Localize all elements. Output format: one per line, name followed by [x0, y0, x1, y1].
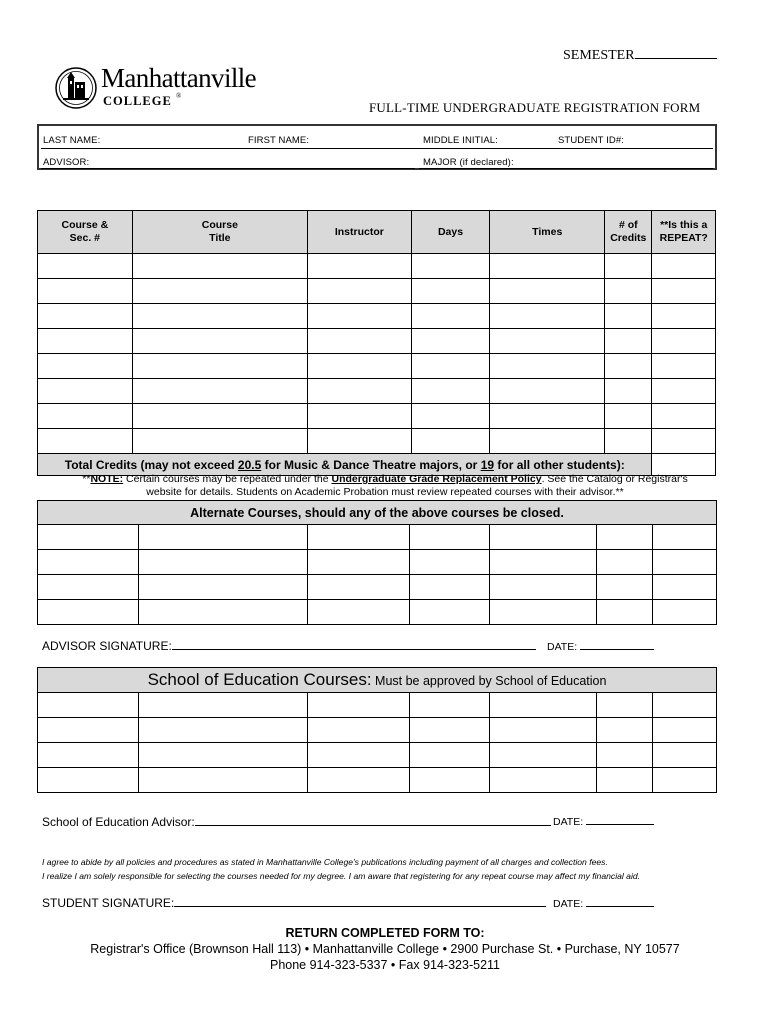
total-credits-label: Total Credits (may not exceed 20.5 for Music & Dance Theatre majors, or 19 for all other students):	[38, 454, 652, 476]
days-cell[interactable]	[410, 768, 490, 793]
table-row	[38, 600, 717, 625]
course-cell[interactable]	[38, 329, 133, 354]
education-advisor-label: School of Education Advisor:	[42, 815, 195, 829]
course-cell[interactable]	[38, 254, 133, 279]
course-cell[interactable]	[38, 304, 133, 329]
student-signature-line	[42, 895, 546, 910]
times-cell[interactable]	[490, 304, 605, 329]
times-cell[interactable]	[490, 550, 597, 575]
student-info-box	[37, 124, 717, 170]
credits-cell[interactable]	[597, 575, 653, 600]
title-cell[interactable]	[132, 304, 307, 329]
courses-header-row	[38, 211, 716, 254]
repeat-cell[interactable]	[653, 693, 717, 718]
major-rule	[419, 168, 713, 169]
last-name-label: LAST NAME:	[43, 135, 101, 146]
credits-cell[interactable]	[605, 429, 652, 454]
repeat-cell[interactable]	[652, 429, 716, 454]
title-cell[interactable]	[132, 254, 307, 279]
return-instructions	[0, 925, 770, 973]
instructor-cell[interactable]	[308, 575, 410, 600]
times-cell[interactable]	[490, 743, 597, 768]
times-cell[interactable]	[490, 525, 597, 550]
registered-mark: ®	[176, 92, 182, 100]
student-date-label: DATE:	[553, 898, 584, 910]
times-cell[interactable]	[490, 768, 597, 793]
education-title	[38, 668, 717, 693]
advisor-label: ADVISOR:	[43, 157, 90, 168]
days-cell[interactable]	[410, 575, 490, 600]
credits-cell[interactable]	[597, 693, 653, 718]
days-cell[interactable]	[410, 525, 490, 550]
repeat-cell[interactable]	[653, 768, 717, 793]
instructor-cell[interactable]	[308, 718, 410, 743]
return-phone: Phone 914-323-5337 • Fax 914-323-5211	[269, 958, 500, 972]
table-row	[38, 354, 716, 379]
course-cell[interactable]	[38, 743, 139, 768]
advisor-signature-field[interactable]	[172, 638, 536, 650]
courses-table	[37, 210, 716, 476]
table-row	[38, 404, 716, 429]
header-course-title: Course Title	[132, 211, 307, 254]
table-row	[38, 768, 717, 793]
repeat-cell[interactable]	[652, 354, 716, 379]
instructor-cell[interactable]	[308, 743, 410, 768]
table-row	[38, 550, 717, 575]
student-signature-field[interactable]	[174, 895, 546, 907]
course-cell[interactable]	[38, 354, 133, 379]
education-advisor-field[interactable]	[195, 814, 551, 826]
repeat-cell[interactable]	[652, 404, 716, 429]
name-row-rule	[41, 148, 713, 149]
credits-cell[interactable]	[605, 304, 652, 329]
table-row	[38, 575, 717, 600]
title-cell[interactable]	[132, 404, 307, 429]
agreement-line-1: I agree to abide by all policies and procedures as stated in Manhattanville College's publications including payment of all charges and collection fees.	[42, 857, 608, 867]
major-label: MAJOR (if declared):	[423, 157, 514, 168]
course-cell[interactable]	[38, 525, 139, 550]
days-cell[interactable]	[410, 550, 490, 575]
times-cell[interactable]	[490, 693, 597, 718]
agreement-line-2: I realize I am solely responsible for selecting the courses needed for my degree. I am aware that registering for any repeat course may affect my financial aid.	[42, 871, 641, 881]
instructor-cell[interactable]	[307, 354, 411, 379]
repeat-cell[interactable]	[652, 279, 716, 304]
instructor-cell[interactable]	[307, 304, 411, 329]
header-times: Times	[490, 211, 605, 254]
course-cell[interactable]	[38, 718, 139, 743]
credits-cell[interactable]	[597, 525, 653, 550]
days-cell[interactable]	[411, 279, 490, 304]
title-cell[interactable]	[139, 575, 308, 600]
course-cell[interactable]	[38, 693, 139, 718]
times-cell[interactable]	[490, 379, 605, 404]
alternate-title: Alternate Courses, should any of the above courses be closed.	[38, 501, 717, 525]
title-cell[interactable]	[132, 354, 307, 379]
days-cell[interactable]	[410, 718, 490, 743]
table-row	[38, 693, 717, 718]
title-cell[interactable]	[132, 379, 307, 404]
credits-cell[interactable]	[605, 329, 652, 354]
alternate-courses-table	[37, 500, 717, 625]
credits-cell[interactable]	[597, 600, 653, 625]
instructor-cell[interactable]	[307, 254, 411, 279]
education-title-row	[38, 668, 717, 693]
course-cell[interactable]	[38, 379, 133, 404]
times-cell[interactable]	[490, 404, 605, 429]
title-cell[interactable]	[139, 525, 308, 550]
title-cell[interactable]	[139, 550, 308, 575]
credits-cell[interactable]	[597, 743, 653, 768]
repeat-cell[interactable]	[652, 379, 716, 404]
table-row	[38, 379, 716, 404]
credits-cell[interactable]	[597, 550, 653, 575]
repeat-cell[interactable]	[653, 525, 717, 550]
repeat-cell[interactable]	[652, 329, 716, 354]
college-logo	[54, 63, 269, 112]
title-cell[interactable]	[139, 768, 308, 793]
table-row	[38, 525, 717, 550]
advisor-date-field[interactable]	[580, 640, 654, 650]
course-cell[interactable]	[38, 768, 139, 793]
title-cell[interactable]	[132, 329, 307, 354]
college-name: Manhattanville	[101, 63, 257, 93]
repeat-cell[interactable]	[653, 718, 717, 743]
education-date-label: DATE:	[553, 816, 584, 828]
advisor-signature-label: ADVISOR SIGNATURE:	[42, 639, 172, 653]
instructor-cell[interactable]	[308, 768, 410, 793]
times-cell[interactable]	[490, 718, 597, 743]
semester-field[interactable]	[563, 46, 717, 64]
times-cell[interactable]	[490, 429, 605, 454]
times-cell[interactable]	[490, 354, 605, 379]
credits-cell[interactable]	[605, 404, 652, 429]
days-cell[interactable]	[411, 379, 490, 404]
times-cell[interactable]	[490, 575, 597, 600]
days-cell[interactable]	[411, 329, 490, 354]
agreement-text	[42, 855, 640, 883]
header-course-sec: Course & Sec. #	[38, 211, 133, 254]
middle-initial-label: MIDDLE INITIAL:	[423, 135, 498, 146]
education-date-field[interactable]	[586, 815, 654, 825]
semester-label: SEMESTER	[563, 48, 635, 63]
table-row	[38, 329, 716, 354]
credits-cell[interactable]	[605, 354, 652, 379]
alternate-title-row	[38, 501, 717, 525]
days-cell[interactable]	[411, 404, 490, 429]
education-title-note: Must be approved by School of Education	[371, 674, 607, 688]
title-cell[interactable]	[139, 693, 308, 718]
table-row	[38, 254, 716, 279]
instructor-cell[interactable]	[307, 279, 411, 304]
advisor-signature-line	[42, 638, 536, 653]
title-cell[interactable]	[139, 600, 308, 625]
course-cell[interactable]	[38, 550, 139, 575]
credits-cell[interactable]	[605, 254, 652, 279]
repeat-cell[interactable]	[653, 575, 717, 600]
days-cell[interactable]	[410, 743, 490, 768]
instructor-cell[interactable]	[308, 600, 410, 625]
credits-cell[interactable]	[605, 379, 652, 404]
days-cell[interactable]	[411, 304, 490, 329]
repeat-cell[interactable]	[652, 254, 716, 279]
advisor-date-label: DATE:	[547, 641, 578, 653]
instructor-cell[interactable]	[308, 550, 410, 575]
table-row	[38, 279, 716, 304]
college-subtitle: COLLEGE	[103, 94, 172, 108]
student-signature-label: STUDENT SIGNATURE:	[42, 896, 175, 910]
education-courses-table	[37, 667, 717, 793]
education-title-main: School of Education Courses:	[147, 670, 372, 689]
student-date-field[interactable]	[586, 897, 654, 907]
semester-line[interactable]	[635, 46, 717, 59]
credits-cell[interactable]	[597, 768, 653, 793]
repeat-note: **NOTE: Certain courses may be repeated under the Undergraduate Grade Replacement Policy. See the Catalog or Registrar's website for details. Students on Academic Probation must review repeated courses with their advisor.**	[82, 473, 688, 498]
title-cell[interactable]	[139, 743, 308, 768]
course-cell[interactable]	[38, 575, 139, 600]
table-row	[38, 718, 717, 743]
instructor-cell[interactable]	[307, 329, 411, 354]
repeat-cell[interactable]	[653, 550, 717, 575]
course-cell[interactable]	[38, 429, 133, 454]
days-cell[interactable]	[410, 693, 490, 718]
repeat-cell[interactable]	[652, 304, 716, 329]
course-cell[interactable]	[38, 404, 133, 429]
return-address: Registrar's Office (Brownson Hall 113) • Manhattanville College • 2900 Purchase St. • Purchase, NY 10577	[90, 942, 680, 956]
title-cell[interactable]	[139, 718, 308, 743]
advisor-rule	[41, 168, 415, 169]
header-days: Days	[411, 211, 490, 254]
header-credits: # of Credits	[605, 211, 652, 254]
days-cell[interactable]	[410, 600, 490, 625]
title-cell[interactable]	[132, 279, 307, 304]
title-cell[interactable]	[132, 429, 307, 454]
times-cell[interactable]	[490, 600, 597, 625]
times-cell[interactable]	[490, 279, 605, 304]
instructor-cell[interactable]	[307, 429, 411, 454]
header-instructor: Instructor	[307, 211, 411, 254]
repeat-cell[interactable]	[653, 600, 717, 625]
credits-cell[interactable]	[605, 279, 652, 304]
education-advisor-line	[42, 814, 551, 829]
times-cell[interactable]	[490, 254, 605, 279]
form-title: FULL-TIME UNDERGRADUATE REGISTRATION FORM	[369, 100, 701, 115]
repeat-cell[interactable]	[653, 743, 717, 768]
student-id-label: STUDENT ID#:	[558, 135, 624, 146]
instructor-cell[interactable]	[307, 379, 411, 404]
table-row	[38, 304, 716, 329]
table-row	[38, 429, 716, 454]
days-cell[interactable]	[411, 354, 490, 379]
times-cell[interactable]	[490, 329, 605, 354]
instructor-cell[interactable]	[308, 693, 410, 718]
course-cell[interactable]	[38, 600, 139, 625]
education-date-line	[553, 815, 654, 828]
course-cell[interactable]	[38, 279, 133, 304]
first-name-label: FIRST NAME:	[248, 135, 310, 146]
instructor-cell[interactable]	[307, 404, 411, 429]
return-heading: RETURN COMPLETED FORM TO:	[285, 926, 485, 940]
days-cell[interactable]	[411, 429, 490, 454]
header-repeat: **Is this a REPEAT?	[652, 211, 716, 254]
instructor-cell[interactable]	[308, 525, 410, 550]
advisor-date-line	[547, 640, 654, 653]
table-row	[38, 743, 717, 768]
student-date-line	[553, 897, 654, 910]
days-cell[interactable]	[411, 254, 490, 279]
credits-cell[interactable]	[597, 718, 653, 743]
